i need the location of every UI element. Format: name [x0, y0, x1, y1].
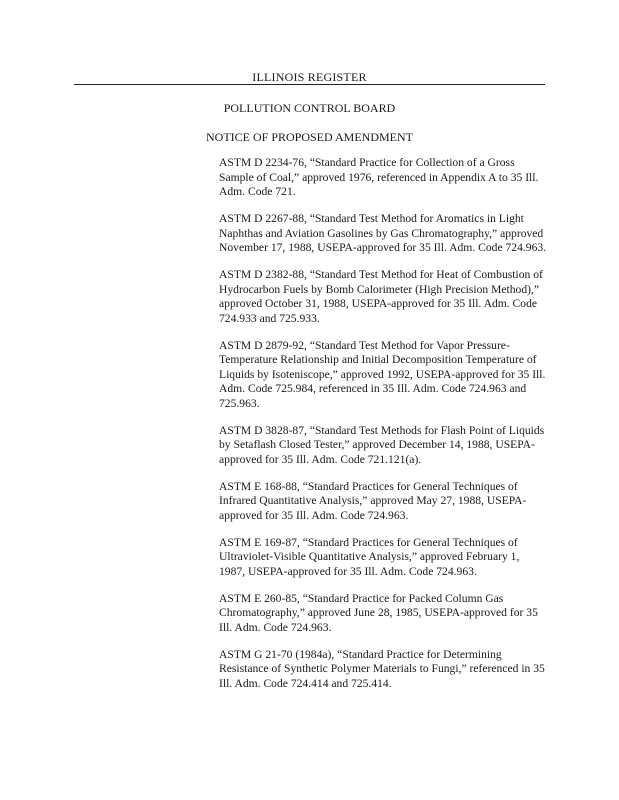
- reference-entry: ASTM D 2267-88, “Standard Test Method for Aromatics in Light Naphthas and Aviation Gasolines by Gas Chromatography,” approved November 17, 1988, USEPA-approved for 35 Ill. Adm. Code 724.963.: [219, 212, 547, 254]
- reference-list: [219, 156, 547, 704]
- reference-entry: ASTM E 260-85, “Standard Practice for Packed Column Gas Chromatography,” approved June 28, 1985, USEPA-approved for 35 Ill. Adm. Code 724.963.: [219, 591, 538, 634]
- board-name: POLLUTION CONTROL BOARD: [223, 101, 396, 115]
- header-rule: [74, 84, 545, 85]
- reference-entry: ASTM D 2879-92, “Standard Test Method for Vapor Pressure-Temperature Relationship and Initial Decomposition Temperature of Liquids by Isoteniscope,” approved 1992, USEPA-approved for 35 Ill. Adm. Code 725.984, referenced in 35 Ill. Adm. Code 724.963 and 725.963.: [219, 338, 546, 410]
- reference-entry: ASTM G 21-70 (1984a), “Standard Practice for Determining Resistance of Synthetic Polymer Materials to Fungi,” referenced in 35 Ill. Adm. Code 724.414 and 725.414.: [219, 647, 545, 690]
- reference-entry: ASTM D 2382-88, “Standard Test Method for Heat of Combustion of Hydrocarbon Fuels by Bomb Calorimeter (High Precision Method),” approved October 31, 1988, USEPA-approved for 35 Ill. Adm. Code 724.933 and 725.933.: [219, 268, 543, 325]
- reference-entry: ASTM D 2234-76, “Standard Practice for Collection of a Gross Sample of Coal,” approved 1976, referenced in Appendix A to 35 Ill. Adm. Code 721.: [219, 156, 539, 198]
- reference-entry: ASTM E 169-87, “Standard Practices for General Techniques of Ultraviolet-Visible Quantitative Analysis,” approved February 1, 1987, USEPA-approved for 35 Ill. Adm. Code 724.963.: [219, 535, 520, 578]
- notice-heading: NOTICE OF PROPOSED AMENDMENT: [205, 130, 414, 144]
- reference-entry: ASTM E 168-88, “Standard Practices for General Techniques of Infrared Quantitative Analysis,” approved May 27, 1988, USEPA-approved for 35 Ill. Adm. Code 724.963.: [219, 479, 527, 522]
- register-title: ILLINOIS REGISTER: [252, 70, 367, 84]
- reference-entry: ASTM D 3828-87, “Standard Test Methods for Flash Point of Liquids by Setaflash Closed Tester,” approved December 14, 1988, USEPA-approved for 35 Ill. Adm. Code 721.121(a).: [219, 423, 545, 466]
